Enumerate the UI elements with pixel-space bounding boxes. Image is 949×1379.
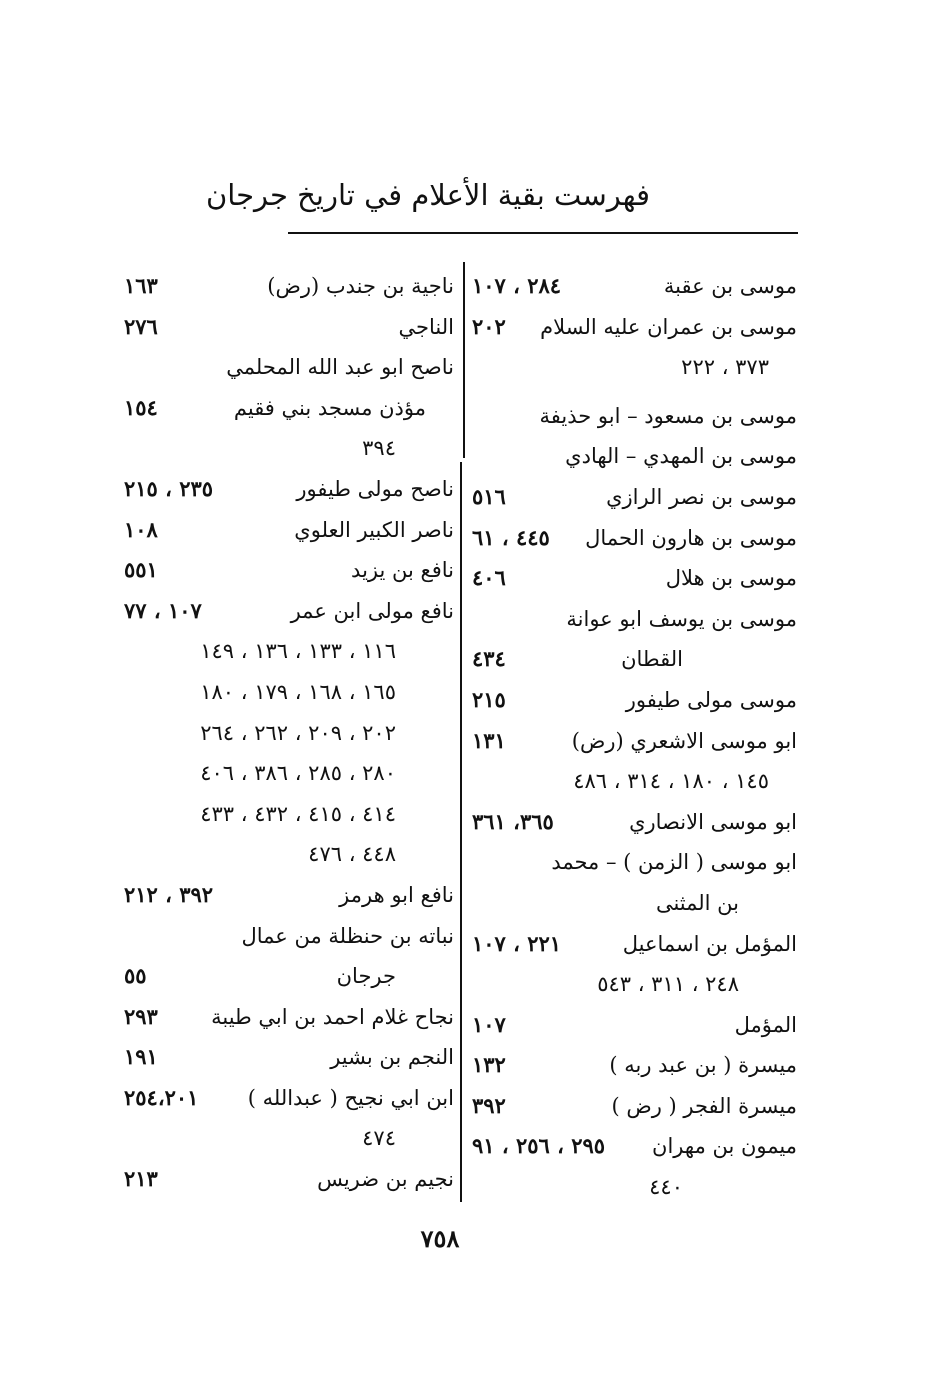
index-entry (120, 1159, 460, 1200)
entry-continuation: ٢٤٨ ، ٣١١ ، ٥٤٣ (597, 972, 739, 997)
entry-pages: ٥٥ (124, 963, 147, 989)
entry-pages: ٤٣٤ (472, 646, 506, 672)
entry-name: موسى بن يوسف ابو عوانة (566, 606, 797, 631)
index-entry (120, 997, 460, 1038)
entry-name: نباته بن حنظلة من عمال (241, 923, 454, 948)
index-entry (468, 1086, 803, 1127)
index-entry (120, 469, 460, 510)
index-entry (120, 347, 460, 388)
index-entry (120, 550, 460, 591)
entry-pages: ٣٩٢ ، ٢١٢ (124, 881, 214, 907)
index-entry (468, 721, 803, 762)
index-entry (120, 266, 460, 307)
index-entry (468, 477, 803, 518)
entry-continuation: ٣٧٣ ، ٢٢٢ (681, 355, 769, 380)
entry-pages: ١٠٧ ، ٧٧ (124, 597, 202, 623)
entry-continuation: ٤٤٨ ، ٤٧٦ (308, 842, 396, 867)
index-entry (468, 802, 803, 843)
entry-pages: ٢٩٣ (124, 1003, 158, 1029)
entry-pages: ٢٨٤ ، ١٠٧ (472, 273, 562, 298)
entry-name: المؤمل (734, 1012, 797, 1037)
column-divider (463, 262, 465, 458)
index-entry (468, 1126, 803, 1167)
index-entry (120, 834, 460, 875)
entry-pages: ١٣٢ (472, 1052, 506, 1078)
index-entry (468, 924, 803, 965)
index-entry (120, 591, 460, 632)
header-rule (288, 232, 798, 234)
index-entry (468, 266, 803, 307)
entry-continuation: ١١٦ ، ١٣٣ ، ١٣٦ ، ١٤٩ (200, 639, 396, 664)
index-entry (120, 713, 460, 754)
entry-name: موسى بن هارون الحمال (585, 525, 797, 550)
entry-pages: ١٦٣ (124, 273, 158, 298)
index-entry (120, 1037, 460, 1078)
entry-pages: ١٥٤ (124, 394, 158, 420)
entry-continuation: ٣٩٤ (362, 436, 396, 461)
index-entry (120, 956, 460, 997)
page-title: فهرست بقية الأعلام في تاريخ جرجان (205, 178, 650, 212)
index-entry (468, 558, 803, 599)
index-entry (468, 518, 803, 559)
entry-continuation: ٤١٤ ، ٤١٥ ، ٤٣٢ ، ٤٣٣ (200, 801, 396, 826)
entry-continuation: مؤذن مسجد بني فقيم (233, 395, 426, 420)
entry-name: ميمون بن مهران (652, 1134, 797, 1159)
entry-pages: ١٣١ (472, 727, 506, 753)
entry-name: موسى بن عقبة (663, 274, 797, 298)
entry-pages: ٢١٣ (124, 1166, 158, 1192)
entry-continuation: القطان (621, 647, 683, 672)
entry-name: موسى بن عمران عليه السلام (540, 314, 797, 339)
entry-continuation: جرجان (336, 964, 396, 989)
entry-name: ابو موسى الانصاري (629, 809, 797, 834)
index-entry (468, 761, 803, 802)
entry-name: ناصح مولى طيفور (296, 476, 454, 501)
index-entry (120, 388, 460, 429)
index-entry (120, 753, 460, 794)
index-column-left (120, 266, 460, 1200)
index-entry (468, 307, 803, 348)
index-entry (120, 1118, 460, 1159)
entry-name: نافع بن يزيد (351, 558, 454, 583)
index-entry (120, 510, 460, 551)
entry-name: ابن ابي نجيح ( عبدالله ) (247, 1085, 454, 1110)
entry-continuation: ٤٧٤ (362, 1126, 396, 1151)
entry-name: ميسرة الفجر ( رض ) (611, 1093, 797, 1118)
entry-continuation: ٢٠٢ ، ٢٠٩ ، ٢٦٢ ، ٢٦٤ (200, 720, 396, 745)
index-entry (120, 794, 460, 835)
entry-pages: ٢٧٦ (124, 313, 158, 339)
entry-pages: ٣٦٥، ٣٦١ (472, 808, 554, 834)
entry-name: موسى مولى طيفور (625, 687, 797, 712)
entry-name: نافع مولى ابن عمر (290, 598, 454, 623)
entry-name: ناجية بن جندب (رض) (267, 274, 454, 298)
entry-continuation: ١٤٥ ، ١٨٠ ، ٣١٤ ، ٤٨٦ (573, 769, 769, 794)
entry-name: نجيم بن ضريس (317, 1167, 454, 1192)
entry-continuation: ٢٨٠ ، ٢٨٥ ، ٣٨٦ ، ٤٠٦ (200, 761, 396, 786)
entry-name: موسى بن مسعود – ابو حذيفة (539, 403, 797, 428)
column-divider (460, 462, 462, 1202)
index-entry (468, 964, 803, 1005)
index-entry (468, 599, 803, 640)
entry-continuation: بن المثنى (655, 890, 739, 915)
index-entry (120, 307, 460, 348)
index-entry (120, 428, 460, 469)
entry-pages: ٢٥٤،٢٠١ (124, 1084, 199, 1110)
index-entry (468, 1167, 803, 1208)
entry-pages: ٣٩٢ (472, 1092, 506, 1118)
entry-pages: ٥١٦ (472, 483, 506, 509)
index-entry (468, 436, 803, 477)
index-entry (468, 347, 803, 388)
index-entry (468, 639, 803, 680)
index-entry (468, 1045, 803, 1086)
entry-name: موسى بن نصر الرازي (606, 484, 797, 509)
index-entry (120, 631, 460, 672)
entry-pages: ١٠٧ (472, 1011, 506, 1037)
index-entry (120, 672, 460, 713)
entry-continuation: ١٦٥ ، ١٦٨ ، ١٧٩ ، ١٨٠ (200, 679, 396, 704)
entry-name: ميسرة ( بن عبد ربه ) (609, 1053, 797, 1078)
entry-name: موسى بن هلال (665, 566, 797, 591)
entry-continuation: ٤٤٠ (649, 1175, 683, 1200)
entry-pages: ٢٢١ ، ١٠٧ (472, 930, 562, 956)
entry-pages: ٢١٥ (472, 686, 506, 712)
index-entry (468, 842, 803, 883)
entry-pages: ٢٩٥ ، ٢٥٦ ، ٩١ (472, 1133, 606, 1159)
entry-pages: ١٩١ (124, 1044, 158, 1070)
index-column-right (468, 266, 803, 1208)
index-entry (120, 916, 460, 957)
entry-name: ناصح ابو عبد الله المحلمي (226, 355, 454, 380)
entry-pages: ٢٣٥ ، ٢١٥ (124, 475, 214, 501)
entry-name: المؤمل بن اسماعيل (622, 931, 797, 956)
index-entry (468, 680, 803, 721)
page-number: ٧٥٨ (420, 1224, 460, 1253)
entry-name: الناجي (398, 314, 454, 339)
index-entry (468, 1005, 803, 1046)
entry-name: نافع ابو هرمز (339, 882, 454, 907)
entry-pages: ٢٠٢ (472, 313, 506, 339)
entry-name: موسى بن المهدي – الهادي (565, 444, 797, 469)
index-entry (120, 875, 460, 916)
entry-pages: ٥٥١ (124, 557, 158, 583)
index-entry (468, 883, 803, 924)
entry-name: النجم بن بشير (330, 1045, 454, 1070)
entry-pages: ١٠٨ (124, 516, 158, 542)
index-entry (120, 1078, 460, 1119)
entry-name: ابو موسى ( الزمن ) – محمد (551, 850, 797, 875)
index-entry (468, 396, 803, 437)
entry-pages: ٤٤٥ ، ٦١ (472, 524, 550, 550)
entry-name: نجاح غلام احمد بن ابي طيبة (211, 1004, 454, 1029)
entry-pages: ٤٠٦ (472, 565, 506, 591)
entry-name: ناصر الكبير العلوي (294, 517, 454, 542)
entry-name: ابو موسى الاشعري (رض) (571, 728, 797, 753)
